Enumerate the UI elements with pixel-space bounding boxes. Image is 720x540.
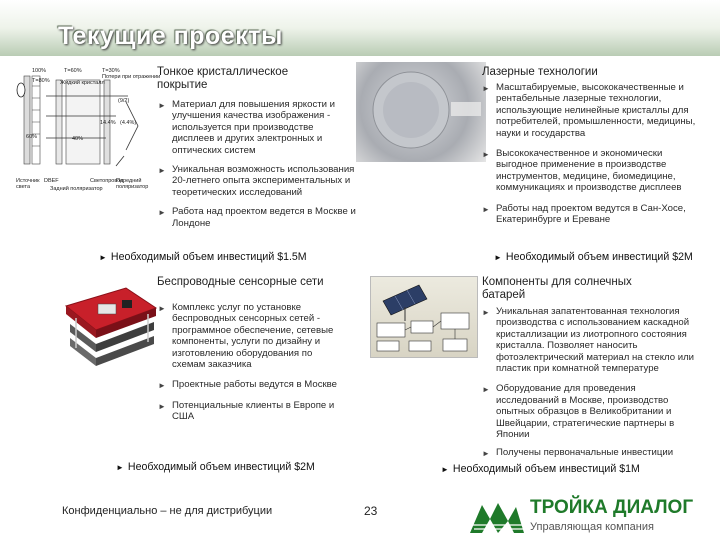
- bullet-text: Получены первоначальные инвестиции: [496, 447, 674, 459]
- bullet-arrow-icon: ►: [482, 84, 490, 93]
- section-title-sensor: Беспроводные сенсорные сети: [157, 276, 324, 288]
- figure-label: Передний поляризатор: [116, 178, 149, 190]
- page-number: 23: [364, 504, 378, 518]
- section-title-crystal: Тонкое кристаллическое покрытие: [157, 66, 289, 91]
- figure-label: Жидкий кристалл: [60, 80, 105, 86]
- investment-text: Необходимый объем инвестиций $2M: [127, 461, 315, 473]
- solar-bullets: [482, 306, 697, 466]
- figure-label: Потери при отражении: [102, 74, 161, 80]
- bullet-arrow-icon: ►: [158, 381, 166, 391]
- figure-label: 14.4%: [100, 120, 116, 126]
- investment-laser: [494, 251, 693, 263]
- solar-diagram: [370, 276, 478, 358]
- investment-text: Необходимый объем инвестиций $1M: [452, 463, 640, 475]
- confidential-note: Конфиденциально – не для дистрибуции: [62, 505, 273, 517]
- list-item: [158, 164, 358, 198]
- bullet-text: Высококачественное и экономически выгодное применение в производстве инструментов, медицине, биомедицине, коммуникациях и производстве дисплеев: [496, 148, 682, 194]
- play-arrow-icon: ►: [494, 253, 502, 262]
- figure-label: 100%: [32, 68, 47, 74]
- page-title: Текущие проекты: [58, 22, 283, 50]
- bullet-text: Материал для повышения яркости и улучшения качества изображения - используется при производстве дисплеев и других электронных и оптических систем: [172, 99, 336, 156]
- figure-label: Светопровод: [90, 178, 124, 184]
- bullet-text: Потенциальные клиенты в Европе и США: [172, 399, 335, 423]
- investment-solar: [441, 463, 640, 475]
- sensor-bullets: [158, 302, 348, 430]
- investment-sensor: [116, 461, 315, 473]
- figure-label: Т=80%: [32, 78, 50, 84]
- list-item: [158, 379, 348, 390]
- bullet-arrow-icon: ►: [158, 101, 166, 110]
- investment-text: Необходимый объем инвестиций $1.5M: [110, 251, 307, 263]
- header-band: [0, 0, 720, 56]
- list-item: [482, 203, 697, 226]
- bullet-text: Масштабируемые, высококачественные и рентабельные лазерные технологии, использующие нелинейные кристаллы для потребителей, промышленности, медицины, науки и государства: [496, 82, 696, 139]
- crystal-diagram: [16, 66, 161, 196]
- figure-label: T=60%: [64, 68, 82, 74]
- list-item: [158, 400, 348, 423]
- sensor-board-svg: [56, 278, 162, 373]
- bullet-arrow-icon: ►: [482, 308, 490, 317]
- troika-logo-icon: [468, 495, 526, 535]
- laser-photo: [356, 62, 486, 162]
- crystal-bullets: [158, 99, 358, 236]
- list-item: [482, 306, 697, 374]
- bullet-arrow-icon: ►: [482, 204, 490, 214]
- play-arrow-icon: ►: [441, 465, 449, 474]
- list-item: [158, 99, 358, 156]
- list-item: [482, 82, 697, 139]
- bullet-text: Работа над проектом ведется в Москве и Лондоне: [172, 206, 356, 229]
- bullet-text: Работы над проектом ведутся в Сан-Хосе, Екатеринбурге и Ереване: [496, 202, 686, 226]
- section-title-solar: Компоненты для солнечных батарей: [482, 276, 632, 301]
- figure-label: (4.4%): [120, 120, 137, 126]
- list-item: [482, 447, 697, 458]
- figure-label: 40%: [72, 136, 84, 142]
- company-logo: [468, 495, 694, 540]
- bullet-arrow-icon: ►: [158, 304, 166, 313]
- logo-brand-name: ТРОЙКА ДИАЛОГ: [530, 497, 694, 518]
- bullet-arrow-icon: ►: [158, 401, 166, 411]
- investment-text: Необходимый объем инвестиций $2M: [505, 251, 693, 263]
- bullet-arrow-icon: ►: [482, 150, 490, 160]
- bullet-text: Уникальная запатентованная технология производства с использованием каскадной кристаллизации из лиотропного состояния кристалла. Позволяет наносить фотоэлектрический материал на стекло или пластик при комнатной температуре: [496, 306, 695, 375]
- wafer-svg: [356, 62, 486, 162]
- bullet-arrow-icon: ►: [482, 449, 490, 459]
- bullet-text: Проектные работы ведутся в Москве: [172, 379, 338, 391]
- play-arrow-icon: ►: [116, 463, 124, 472]
- bullet-text: Оборудование для проведения исследований в Москве, производство опытных образцов в Великобритании и Швейцарии, стратегические партнеры в Японии: [496, 383, 675, 441]
- figure-label: Задний поляризатор: [50, 186, 103, 192]
- bullet-arrow-icon: ►: [482, 385, 490, 395]
- figure-label: Источник света: [16, 178, 40, 190]
- sensor-board-photo: [56, 278, 162, 373]
- figure-label: (9/2): [118, 98, 130, 104]
- list-item: [482, 148, 697, 194]
- solar-diagram-svg: [371, 277, 477, 357]
- investment-crystal: [99, 251, 307, 263]
- list-item: [482, 383, 697, 440]
- section-title-laser: Лазерные технологии: [482, 66, 598, 78]
- figure-label: 60%: [26, 134, 38, 140]
- list-item: [158, 206, 358, 229]
- list-item: [158, 302, 348, 370]
- bullet-text: Комплекс услуг по установке беспроводных сенсорных сетей - программное обеспечение, сетевые компоненты, услуги по дизайну и изготовлению оборудования по схемам заказчика: [172, 302, 334, 371]
- logo-subtitle: Управляющая компания: [530, 521, 654, 533]
- bullet-arrow-icon: ►: [158, 166, 166, 176]
- bullet-text: Уникальная возможность использования 20-летнего опыта экспериментальных и теоретических исследований: [172, 164, 355, 198]
- figure-label: T=30%: [102, 68, 120, 74]
- laser-bullets: [482, 82, 697, 232]
- play-arrow-icon: ►: [99, 253, 107, 262]
- figure-label: DBEF: [44, 178, 59, 184]
- bullet-arrow-icon: ►: [158, 208, 166, 218]
